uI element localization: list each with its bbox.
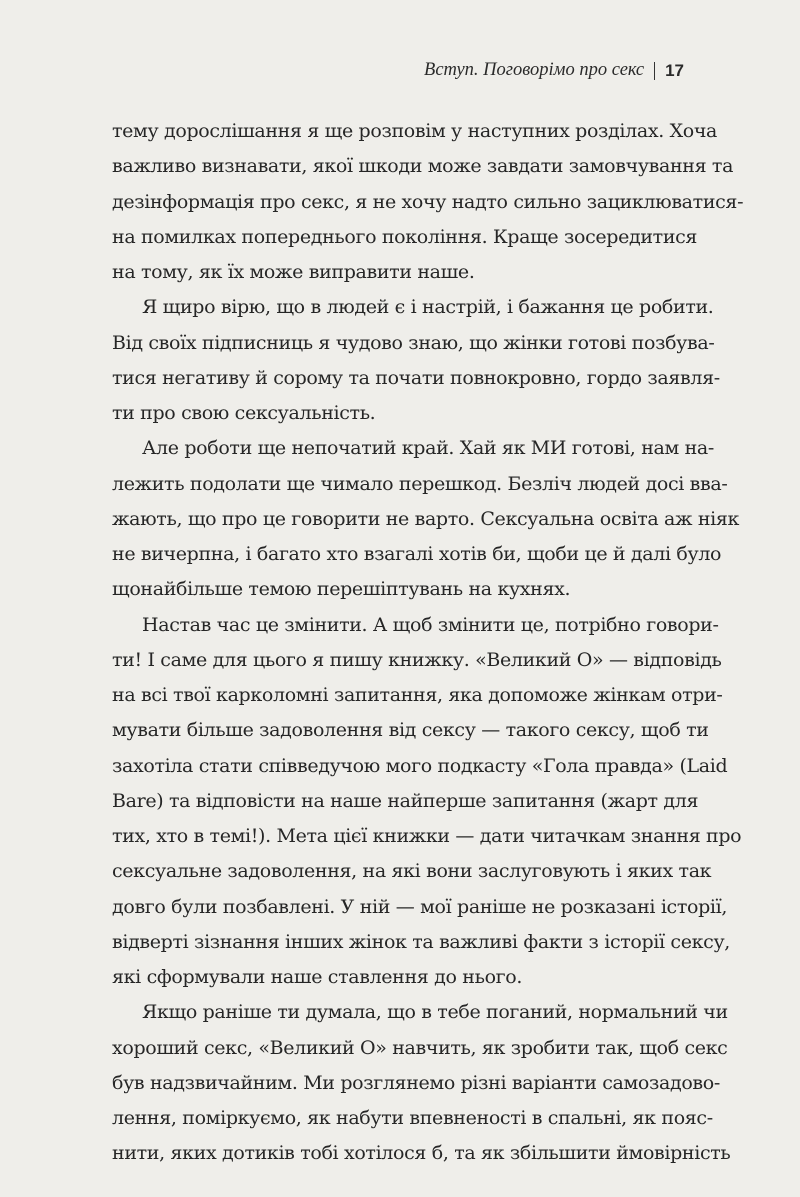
text-line: сексуальне задоволення, на які вони заслуговують і яких так: [112, 860, 712, 883]
text-line: тему дорослішання я ще розповім у наступних розділах. Хоча: [112, 120, 718, 142]
paragraph: [112, 290, 720, 431]
paragraph: [112, 114, 744, 290]
text-line: ти про свою сексуальність.: [112, 402, 376, 424]
text-line: мувати більше задоволення від сексу — такого сексу, щоб ти: [112, 719, 709, 742]
text-line: був надзвичайним. Ми розглянемо різні варіанти самозадово-: [112, 1071, 720, 1094]
text-line: не вичерпна, і багато хто взагалі хотів би, щоби це й далі було: [112, 543, 722, 565]
text-line: Якщо раніше ти думала, що в тебе поганий, нормальний чи: [142, 1001, 728, 1024]
text-line: Але роботи ще непочатий край. Хай як МИ готові, нам на-: [142, 437, 714, 460]
text-line: Я щиро вірю, що в людей є і настрій, і бажання це робити.: [142, 296, 714, 319]
body-text: [112, 114, 744, 1172]
text-line: довго були позбавлені. У ній — мої раніше не розказані історії,: [112, 895, 728, 918]
text-line: на помилках попереднього покоління. Краще зосередитися: [112, 225, 698, 248]
text-line: жають, що про це говорити не варто. Сексуальна освіта аж ніяк: [112, 507, 740, 530]
text-line: відверті зізнання інших жінок та важливі факти з історії сексу,: [112, 930, 730, 953]
text-line: важливо визнавати, якої шкоди може завдати замовчування та: [112, 155, 734, 178]
text-line: на тому, як їх може виправити наше.: [112, 261, 475, 283]
text-line: хороший секс, «Великий О» навчить, як зробити так, щоб секс: [112, 1036, 728, 1059]
text-line: ти! І саме для цього я пишу книжку. «Великий О» — відповідь: [112, 648, 722, 671]
text-line: лення, поміркуємо, як набути впевненості в спальні, як пояс-: [112, 1107, 713, 1129]
text-line: нити, яких дотиків тобі хотілося б, та як збільшити ймовірність: [112, 1142, 731, 1165]
running-title: Вступ. Поговорімо про секс: [424, 60, 645, 80]
text-line: Bare) та відповісти на наше найперше запитання (жарт для: [112, 789, 699, 812]
text-line: тися негативу й сорому та почати повнокровно, гордо заявля-: [112, 366, 720, 389]
text-line: Настав час це змінити. А щоб змінити це, потрібно говори-: [142, 613, 719, 636]
paragraph: [112, 995, 731, 1171]
paragraph: [112, 431, 740, 607]
text-line: захотіла стати співведучою мого подкасту «Гола правда» (Laid: [112, 754, 728, 777]
text-line: Від своїх підписниць я чудово знаю, що жінки готові позбува-: [112, 331, 715, 354]
header-divider: [654, 62, 655, 80]
text-line: на всі твої карколомні запитання, яка допоможе жінкам отри-: [112, 684, 723, 706]
paragraph: [112, 608, 742, 996]
running-header: [424, 60, 684, 81]
text-line: лежить подолати ще чимало перешкод. Безліч людей досі вва-: [112, 472, 728, 495]
page-number: 17: [665, 60, 684, 80]
text-line: дезінформація про секс, я не хочу надто сильно зациклюватися-: [112, 190, 744, 213]
text-line: які сформували наше ставлення до нього.: [112, 966, 523, 988]
text-line: щонайбільше темою перешіптувань на кухнях.: [112, 578, 571, 601]
text-line: тих, хто в темі!). Мета цієї книжки — дати читачкам знання про: [112, 825, 742, 847]
